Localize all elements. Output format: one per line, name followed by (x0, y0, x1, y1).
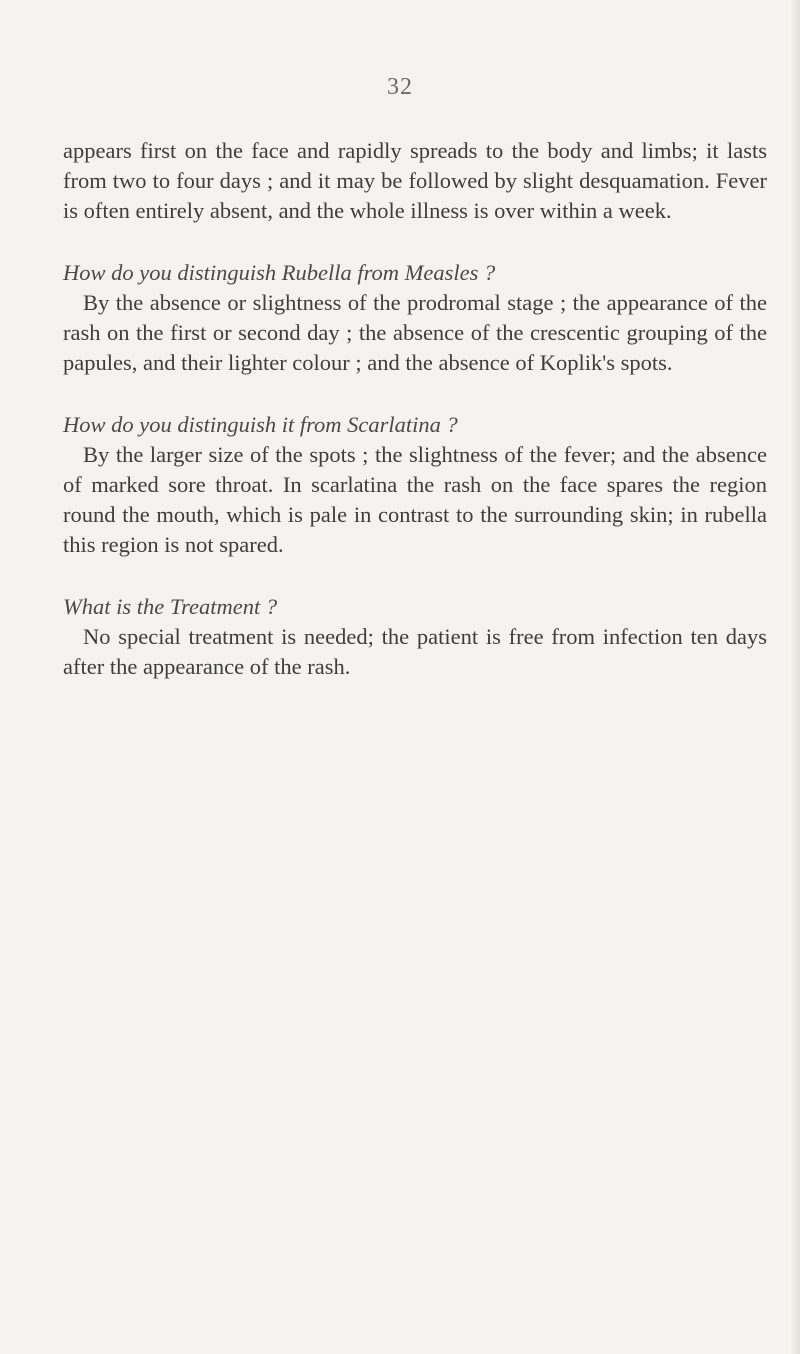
question-vs-scarlatina: How do you distinguish it from Scarlatina ? (63, 412, 458, 437)
page-content (63, 136, 767, 682)
question-rubella-vs-measles: How do you distinguish Rubella from Measles ? (63, 260, 496, 285)
intro-paragraph: appears first on the face and rapidly spreads to the body and limbs; it lasts from two to four days ; and it may be followed by slight desquamation. Fever is often entirely absent, and the whole illness is over within a week. (63, 138, 767, 223)
answer-vs-scarlatina: By the larger size of the spots ; the slightness of the fever; and the absence of marked sore throat. In scarlatina the rash on the face spares the region round the mouth, which is pale in contrast to the surrounding skin; in rubella this region is not spared. (63, 442, 767, 557)
answer-rubella-vs-measles: By the absence or slightness of the prodromal stage ; the appearance of the rash on the first or second day ; the absence of the crescentic grouping of the papules, and their lighter colour ; and the absence of Koplik's spots. (63, 290, 767, 375)
page-edge-shadow (790, 0, 800, 1354)
question-treatment: What is the Treatment ? (63, 594, 278, 619)
page-number: 32 (387, 74, 413, 100)
answer-treatment: No special treatment is needed; the patient is free from infection ten days after the appearance of the rash. (63, 624, 767, 679)
